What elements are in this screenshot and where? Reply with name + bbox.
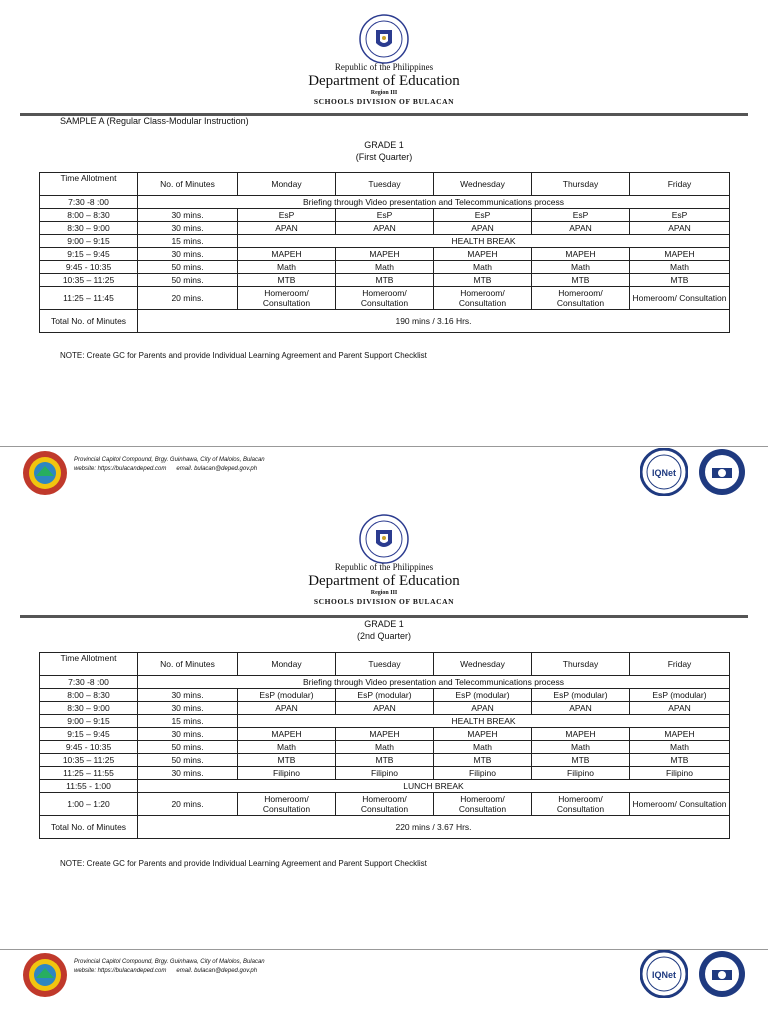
table-row (40, 261, 730, 274)
subject-cell: EsP (336, 209, 434, 222)
schedule-note: NOTE: Create GC for Parents and provide Individual Learning Agreement and Parent Support Checklist (60, 351, 427, 360)
division-logo-icon (22, 952, 68, 998)
subject-cell: APAN (532, 702, 630, 715)
subject-cell: EsP (modular) (238, 689, 336, 702)
minutes-cell: 20 mins. (138, 793, 238, 816)
break-cell: HEALTH BREAK (238, 715, 730, 728)
time-cell: 8:00 – 8:30 (40, 209, 138, 222)
schedule-table (39, 652, 730, 839)
header-division: SCHOOLS DIVISION OF BULACAN (313, 597, 455, 606)
subject-cell: EsP (238, 209, 336, 222)
subject-cell: MAPEH (532, 728, 630, 741)
span-cell: Briefing through Video presentation and Telecommunications process (138, 196, 730, 209)
subject-cell: MAPEH (434, 248, 532, 261)
table-row (40, 274, 730, 287)
subject-cell: EsP (532, 209, 630, 222)
column-header: No. of Minutes (138, 173, 238, 196)
column-header: Thursday (532, 653, 630, 676)
subject-cell: APAN (630, 222, 730, 235)
subject-cell: Math (336, 741, 434, 754)
footer-contact (74, 967, 265, 976)
table-row (40, 702, 730, 715)
schedule-table (39, 172, 730, 333)
time-cell: 8:30 – 9:00 (40, 222, 138, 235)
document-page-2 (0, 500, 768, 1005)
subject-cell: Math (532, 741, 630, 754)
subject-cell: MTB (630, 754, 730, 767)
span-cell: Briefing through Video presentation and Telecommunications process (138, 676, 730, 689)
subject-cell: Math (532, 261, 630, 274)
subject-cell: MTB (336, 754, 434, 767)
grade-label: GRADE 1 (364, 619, 404, 629)
subject-cell: Homeroom/ Consultation (238, 793, 336, 816)
column-header: Wednesday (434, 653, 532, 676)
subject-cell: APAN (238, 222, 336, 235)
subject-cell: MTB (630, 274, 730, 287)
subject-cell: EsP (modular) (336, 689, 434, 702)
time-cell: 7:30 -8 :00 (40, 196, 138, 209)
subject-cell: Homeroom/ Consultation (630, 793, 730, 816)
iqnet-certification-icon (640, 448, 688, 496)
subject-cell: Math (434, 741, 532, 754)
subject-cell: MTB (238, 754, 336, 767)
iqnet-text: IQNet (651, 970, 677, 980)
column-header: Thursday (532, 173, 630, 196)
total-label-cell: Total No. of Minutes (40, 816, 138, 839)
time-cell: 9:15 – 9:45 (40, 728, 138, 741)
table-row (40, 816, 730, 839)
subject-cell: APAN (434, 702, 532, 715)
subject-cell: Homeroom/ Consultation (336, 793, 434, 816)
subject-cell: Homeroom/ Consultation (434, 287, 532, 310)
table-header-row (40, 173, 730, 196)
subject-cell: MAPEH (532, 248, 630, 261)
schedule-title (0, 139, 768, 163)
subject-cell: MAPEH (336, 248, 434, 261)
column-header: Monday (238, 173, 336, 196)
total-label-cell: Total No. of Minutes (40, 310, 138, 333)
table-row (40, 310, 730, 333)
minutes-cell: 20 mins. (138, 287, 238, 310)
sample-label: SAMPLE A (Regular Class-Modular Instruction) (60, 116, 249, 126)
table-header-row (40, 653, 730, 676)
subject-cell: MAPEH (238, 248, 336, 261)
time-cell: 9:45 - 10:35 (40, 741, 138, 754)
table-row (40, 235, 730, 248)
subject-cell: MAPEH (630, 728, 730, 741)
subject-cell: Math (630, 741, 730, 754)
time-cell: 11:25 – 11:55 (40, 767, 138, 780)
subject-cell: Math (238, 261, 336, 274)
table-row (40, 287, 730, 310)
subject-cell: Homeroom/ Consultation (434, 793, 532, 816)
column-header: Time Allotment (40, 173, 138, 196)
subject-cell: MAPEH (630, 248, 730, 261)
footer-address: Provincial Capitol Compound, Brgy. Guinhawa, City of Malolos, Bulacan (74, 959, 265, 965)
subject-cell: MTB (434, 274, 532, 287)
header-division: SCHOOLS DIVISION OF BULACAN (313, 97, 455, 106)
subject-cell: APAN (434, 222, 532, 235)
total-value-cell: 190 mins / 3.16 Hrs. (138, 310, 730, 333)
iqnet-text: IQNet (651, 468, 677, 478)
time-cell: 1:00 – 1:20 (40, 793, 138, 816)
subject-cell: EsP (630, 209, 730, 222)
column-header: Wednesday (434, 173, 532, 196)
header-region: Region III (370, 590, 398, 596)
subject-cell: APAN (238, 702, 336, 715)
subject-cell: Math (630, 261, 730, 274)
table-row (40, 793, 730, 816)
subject-cell: EsP (434, 209, 532, 222)
subject-cell: APAN (336, 222, 434, 235)
minutes-cell: 50 mins. (138, 741, 238, 754)
subject-cell: EsP (modular) (630, 689, 730, 702)
time-cell: 10:35 – 11:25 (40, 274, 138, 287)
table-row (40, 728, 730, 741)
span-cell: LUNCH BREAK (138, 780, 730, 793)
minutes-cell: 30 mins. (138, 767, 238, 780)
minutes-cell: 30 mins. (138, 209, 238, 222)
footer-website: website: https://bulacandeped.com (74, 466, 167, 472)
subject-cell: MAPEH (238, 728, 336, 741)
time-cell: 7:30 -8 :00 (40, 676, 138, 689)
table-row (40, 715, 730, 728)
footer-email: email. bulacan@deped.gov.ph (176, 466, 258, 472)
time-cell: 10:35 – 11:25 (40, 754, 138, 767)
subject-cell: Homeroom/ Consultation (532, 793, 630, 816)
table-row (40, 209, 730, 222)
iqnet-certification-icon (640, 950, 688, 998)
grade-label: GRADE 1 (364, 140, 404, 150)
subject-cell: Filipino (630, 767, 730, 780)
footer-divider (0, 446, 768, 447)
table-row (40, 248, 730, 261)
time-cell: 9:00 – 9:15 (40, 715, 138, 728)
time-cell: 8:00 – 8:30 (40, 689, 138, 702)
subject-cell: MTB (336, 274, 434, 287)
subject-cell: Homeroom/ Consultation (238, 287, 336, 310)
subject-cell: MTB (434, 754, 532, 767)
header-republic: Republic of the Philippines (334, 62, 434, 72)
subject-cell: Homeroom/ Consultation (630, 287, 730, 310)
total-value-cell: 220 mins / 3.67 Hrs. (138, 816, 730, 839)
break-cell: HEALTH BREAK (238, 235, 730, 248)
minutes-cell: 30 mins. (138, 689, 238, 702)
document-page-1 (0, 0, 768, 505)
subject-cell: MTB (238, 274, 336, 287)
table-row (40, 689, 730, 702)
header-republic: Republic of the Philippines (334, 562, 434, 572)
minutes-cell: 15 mins. (138, 715, 238, 728)
minutes-cell: 50 mins. (138, 261, 238, 274)
minutes-cell: 50 mins. (138, 754, 238, 767)
subject-cell: Filipino (336, 767, 434, 780)
table-row (40, 754, 730, 767)
time-cell: 11:25 – 11:45 (40, 287, 138, 310)
time-cell: 9:45 - 10:35 (40, 261, 138, 274)
header-department: Department of Education (308, 573, 460, 589)
table-row (40, 767, 730, 780)
subject-cell: EsP (modular) (434, 689, 532, 702)
footer-address-block (74, 958, 265, 976)
time-cell: 11:55 - 1:00 (40, 780, 138, 793)
table-row (40, 196, 730, 209)
table-row (40, 741, 730, 754)
column-header: Friday (630, 173, 730, 196)
minutes-cell: 15 mins. (138, 235, 238, 248)
subject-cell: APAN (336, 702, 434, 715)
subject-cell: Filipino (434, 767, 532, 780)
subject-cell: MTB (532, 754, 630, 767)
subject-cell: APAN (532, 222, 630, 235)
subject-cell: Filipino (532, 767, 630, 780)
time-cell: 9:15 – 9:45 (40, 248, 138, 261)
time-cell: 8:30 – 9:00 (40, 702, 138, 715)
table-row (40, 222, 730, 235)
minutes-cell: 50 mins. (138, 274, 238, 287)
subject-cell: MAPEH (336, 728, 434, 741)
division-logo-icon (22, 450, 68, 496)
column-header: Tuesday (336, 653, 434, 676)
subject-cell: Filipino (238, 767, 336, 780)
schedule-note: NOTE: Create GC for Parents and provide Individual Learning Agreement and Parent Support Checklist (60, 859, 427, 868)
column-header: Time Allotment (40, 653, 138, 676)
footer-address: Provincial Capitol Compound, Brgy. Guinhawa, City of Malolos, Bulacan (74, 457, 265, 463)
column-header: No. of Minutes (138, 653, 238, 676)
minutes-cell: 30 mins. (138, 702, 238, 715)
header-region: Region III (370, 90, 398, 96)
quality-management-icon (698, 950, 746, 998)
subject-cell: MAPEH (434, 728, 532, 741)
schedule-title (0, 618, 768, 642)
quarter-label: (2nd Quarter) (356, 631, 412, 641)
subject-cell: EsP (modular) (532, 689, 630, 702)
header-department: Department of Education (308, 73, 460, 89)
subject-cell: Math (434, 261, 532, 274)
time-cell: 9:00 – 9:15 (40, 235, 138, 248)
footer-contact (74, 465, 265, 474)
subject-cell: APAN (630, 702, 730, 715)
subject-cell: MTB (532, 274, 630, 287)
subject-cell: Homeroom/ Consultation (336, 287, 434, 310)
subject-cell: Math (238, 741, 336, 754)
table-row (40, 676, 730, 689)
subject-cell: Homeroom/ Consultation (532, 287, 630, 310)
minutes-cell: 30 mins. (138, 222, 238, 235)
subject-cell: Math (336, 261, 434, 274)
quality-management-icon (698, 448, 746, 496)
minutes-cell: 30 mins. (138, 248, 238, 261)
minutes-cell: 30 mins. (138, 728, 238, 741)
footer-address-block (74, 456, 265, 474)
column-header: Monday (238, 653, 336, 676)
deped-seal-icon (359, 14, 409, 64)
footer-website: website: https://bulacandeped.com (74, 968, 167, 974)
column-header: Friday (630, 653, 730, 676)
column-header: Tuesday (336, 173, 434, 196)
quarter-label: (First Quarter) (355, 152, 413, 162)
footer-email: email. bulacan@deped.gov.ph (176, 968, 258, 974)
table-row (40, 780, 730, 793)
deped-seal-icon (359, 514, 409, 564)
